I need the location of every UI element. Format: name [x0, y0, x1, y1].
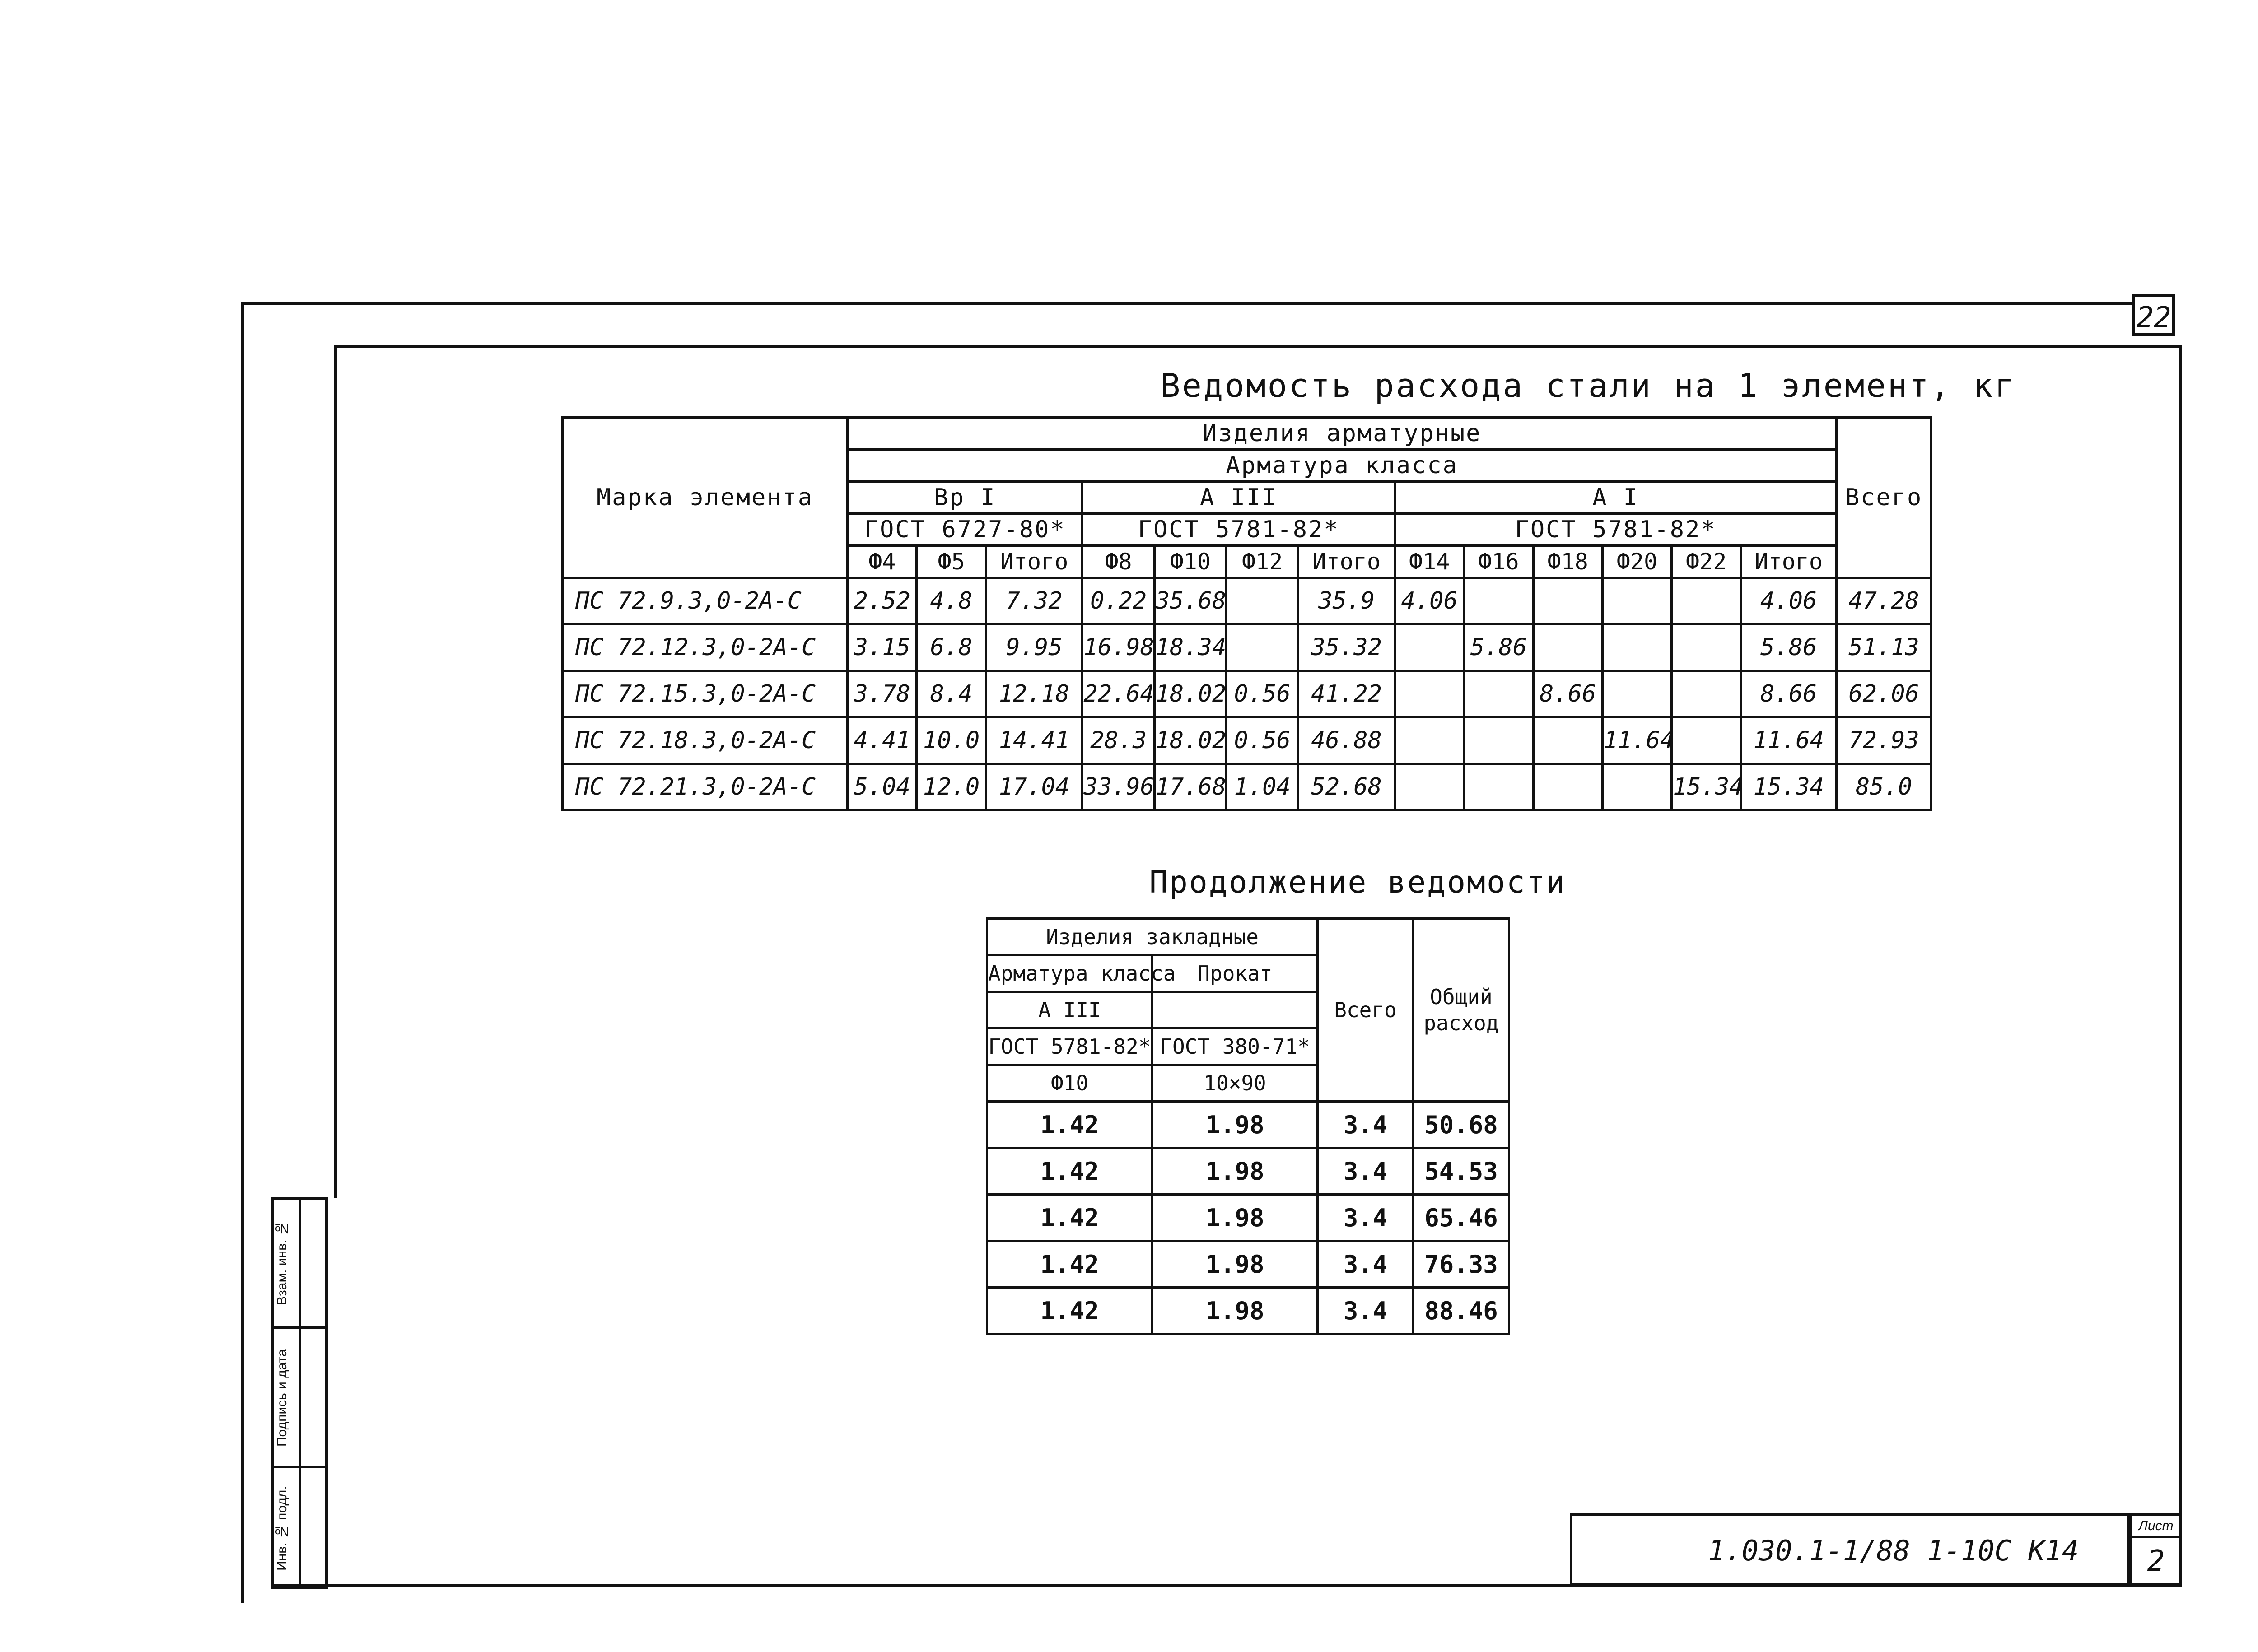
table-cell — [1395, 671, 1464, 717]
column-header: Ф12 — [1227, 546, 1298, 578]
header-mark: Марка элемента — [563, 418, 848, 578]
header-class: Арматура класса — [987, 955, 1152, 992]
standard-rebar: ГОСТ 5781-82* — [987, 1028, 1152, 1065]
table-cell: 47.28 — [1837, 578, 1931, 624]
table-cell — [1672, 624, 1741, 671]
group-standard: ГОСТ 5781-82* — [1082, 514, 1395, 546]
table-row — [563, 624, 1931, 671]
table-cell — [1395, 764, 1464, 810]
table-cell: 9.95 — [986, 624, 1082, 671]
frame-left-outer — [241, 302, 244, 1603]
table-cell: 12.0 — [917, 764, 986, 810]
table-cell: 18.34 — [1154, 624, 1226, 671]
frame-top-inner — [334, 345, 2181, 348]
table-cell: 5.86 — [1741, 624, 1837, 671]
stamp-cell — [274, 1466, 325, 1468]
table-cell — [1395, 624, 1464, 671]
column-header: Итого — [1741, 546, 1837, 578]
table-cell — [1464, 717, 1533, 764]
table-cell: 62.06 — [1837, 671, 1931, 717]
table-cell: 2.52 — [848, 578, 917, 624]
table-cell: 7.32 — [986, 578, 1082, 624]
frame-top-outer — [244, 302, 2132, 305]
table-cell: 3.4 — [1318, 1288, 1414, 1334]
table-cell: 1.42 — [987, 1102, 1152, 1148]
frame-right — [2179, 345, 2182, 1516]
element-mark: ПС 72.18.3,0-2А-С — [563, 717, 848, 764]
table-cell — [1533, 764, 1602, 810]
page-title: Ведомость расхода стали на 1 элемент, кг — [1161, 367, 2016, 405]
table-cell: 15.34 — [1741, 764, 1837, 810]
table-cell: 1.42 — [987, 1195, 1152, 1241]
column-header: Ф8 — [1082, 546, 1154, 578]
stamp-cell — [274, 1326, 325, 1329]
table-cell — [1533, 624, 1602, 671]
header-total: Всего — [1837, 418, 1931, 578]
title-block — [1570, 1513, 2130, 1586]
table-cell — [1395, 717, 1464, 764]
stamp-divider — [299, 1200, 301, 1587]
table-cell: 3.4 — [1318, 1148, 1414, 1195]
table-cell: 1.98 — [1152, 1288, 1318, 1334]
table-row — [987, 1148, 1509, 1195]
table-cell: 33.96 — [1082, 764, 1154, 810]
table-cell: 12.18 — [986, 671, 1082, 717]
table-cell: 3.78 — [848, 671, 917, 717]
table-cell: 4.06 — [1741, 578, 1837, 624]
table-row — [987, 1195, 1509, 1241]
table-cell — [1227, 624, 1298, 671]
table-cell: 4.41 — [848, 717, 917, 764]
table-cell: 3.4 — [1318, 1102, 1414, 1148]
table-cell: 1.98 — [1152, 1195, 1318, 1241]
header-rolled: Прокат — [1152, 955, 1318, 992]
table-cell: 35.68 — [1154, 578, 1226, 624]
column-header: Итого — [1298, 546, 1395, 578]
table-cell: 1.04 — [1227, 764, 1298, 810]
table-cell: 16.98 — [1082, 624, 1154, 671]
table-cell: 1.42 — [987, 1148, 1152, 1195]
header-class: Арматура класса — [848, 450, 1837, 482]
table-cell: 1.98 — [1152, 1241, 1318, 1288]
table-cell: 8.4 — [917, 671, 986, 717]
table-cell: 4.06 — [1395, 578, 1464, 624]
table-cell: 11.64 — [1602, 717, 1671, 764]
table-cell: 8.66 — [1533, 671, 1602, 717]
steel-consumption-table — [561, 416, 1932, 811]
table-cell — [1533, 717, 1602, 764]
table-cell — [1602, 624, 1671, 671]
table-cell — [1464, 671, 1533, 717]
element-mark: ПС 72.9.3,0-2А-С — [563, 578, 848, 624]
table-cell: 15.34 — [1672, 764, 1741, 810]
table-cell: 17.68 — [1154, 764, 1226, 810]
sheet-number-top: 22 — [2132, 294, 2175, 336]
table-cell: 6.8 — [917, 624, 986, 671]
table-cell: 4.8 — [917, 578, 986, 624]
column-header: Ф16 — [1464, 546, 1533, 578]
table-cell: 1.42 — [987, 1241, 1152, 1288]
table-cell: 5.86 — [1464, 624, 1533, 671]
group-standard: ГОСТ 5781-82* — [1395, 514, 1837, 546]
table-cell: 17.04 — [986, 764, 1082, 810]
table-row — [987, 1288, 1509, 1334]
column-header: Ф4 — [848, 546, 917, 578]
table-cell — [1533, 578, 1602, 624]
table-cell: 50.68 — [1414, 1102, 1509, 1148]
standard-rolled: ГОСТ 380-71* — [1152, 1028, 1318, 1065]
continuation-table-body — [987, 1102, 1509, 1334]
column-header: Ф22 — [1672, 546, 1741, 578]
stamp-label-signature: Подпись и дата — [275, 1349, 289, 1447]
table-cell: 28.3 — [1082, 717, 1154, 764]
stamp-label-inventory: Инв. № подл. — [275, 1486, 289, 1571]
table-cell: 18.02 — [1154, 671, 1226, 717]
header-embedded-products: Изделия закладные — [987, 919, 1318, 955]
continuation-table — [986, 917, 1510, 1335]
table-cell — [1602, 671, 1671, 717]
table-row — [563, 717, 1931, 764]
element-mark: ПС 72.21.3,0-2А-С — [563, 764, 848, 810]
table-row — [987, 1102, 1509, 1148]
table-cell: 3.4 — [1318, 1241, 1414, 1288]
table-cell: 0.22 — [1082, 578, 1154, 624]
element-mark: ПС 72.12.3,0-2А-С — [563, 624, 848, 671]
table-cell — [1227, 578, 1298, 624]
table-row — [563, 764, 1931, 810]
header-total: Всего — [1318, 919, 1414, 1102]
table-cell: 46.88 — [1298, 717, 1395, 764]
table-cell — [1602, 578, 1671, 624]
table-cell: 65.46 — [1414, 1195, 1509, 1241]
table-cell: 0.56 — [1227, 671, 1298, 717]
group-class: А III — [1082, 482, 1395, 514]
header-overall: Общий расход — [1414, 919, 1509, 1102]
size-rebar: Ф10 — [987, 1065, 1152, 1102]
table-cell: 85.0 — [1837, 764, 1931, 810]
table-cell — [1672, 717, 1741, 764]
table-cell: 35.32 — [1298, 624, 1395, 671]
group-class: А I — [1395, 482, 1837, 514]
table-cell: 3.15 — [848, 624, 917, 671]
table-cell: 1.98 — [1152, 1148, 1318, 1195]
group-standard: ГОСТ 6727-80* — [848, 514, 1082, 546]
table-cell: 76.33 — [1414, 1241, 1509, 1288]
table-cell — [1672, 578, 1741, 624]
table-cell: 10.0 — [917, 717, 986, 764]
table-cell: 1.98 — [1152, 1102, 1318, 1148]
continuation-title: Продолжение ведомости — [1149, 865, 1566, 900]
stamp-label-replacement: Взам. инв. № — [275, 1221, 289, 1306]
column-header: Итого — [986, 546, 1082, 578]
header-products: Изделия арматурные — [848, 418, 1837, 450]
column-header: Ф18 — [1533, 546, 1602, 578]
table-row — [987, 1241, 1509, 1288]
main-table-body — [563, 578, 1931, 810]
table-cell: 41.22 — [1298, 671, 1395, 717]
table-cell — [1464, 578, 1533, 624]
table-row — [563, 671, 1931, 717]
table-cell: 54.53 — [1414, 1148, 1509, 1195]
table-cell: 35.9 — [1298, 578, 1395, 624]
document-code: 1.030.1-1/88 1-10С К14 — [1708, 1534, 2079, 1567]
column-header: Ф20 — [1602, 546, 1671, 578]
table-cell: 3.4 — [1318, 1195, 1414, 1241]
column-header: Ф10 — [1154, 546, 1226, 578]
sheet-value: 2 — [2147, 1545, 2165, 1578]
table-cell — [1464, 764, 1533, 810]
table-cell — [1602, 764, 1671, 810]
column-header: Ф5 — [917, 546, 986, 578]
frame-left-inner — [334, 345, 337, 1198]
table-cell: 11.64 — [1741, 717, 1837, 764]
table-cell: 0.56 — [1227, 717, 1298, 764]
column-header: Ф14 — [1395, 546, 1464, 578]
sheet-label: Лист — [2132, 1516, 2179, 1538]
table-cell: 5.04 — [848, 764, 917, 810]
table-cell: 51.13 — [1837, 624, 1931, 671]
class-value-empty — [1152, 992, 1318, 1028]
class-value: А III — [987, 992, 1152, 1028]
table-cell — [1672, 671, 1741, 717]
size-rolled: 10×90 — [1152, 1065, 1318, 1102]
table-cell: 72.93 — [1837, 717, 1931, 764]
table-cell: 88.46 — [1414, 1288, 1509, 1334]
table-cell: 1.42 — [987, 1288, 1152, 1334]
table-cell: 52.68 — [1298, 764, 1395, 810]
table-cell: 8.66 — [1741, 671, 1837, 717]
element-mark: ПС 72.15.3,0-2А-С — [563, 671, 848, 717]
group-class: Вр I — [848, 482, 1082, 514]
approval-stamp-strip — [271, 1197, 328, 1589]
table-cell: 14.41 — [986, 717, 1082, 764]
table-cell: 18.02 — [1154, 717, 1226, 764]
table-cell: 22.64 — [1082, 671, 1154, 717]
table-row — [563, 578, 1931, 624]
sheet-box — [2130, 1513, 2182, 1586]
